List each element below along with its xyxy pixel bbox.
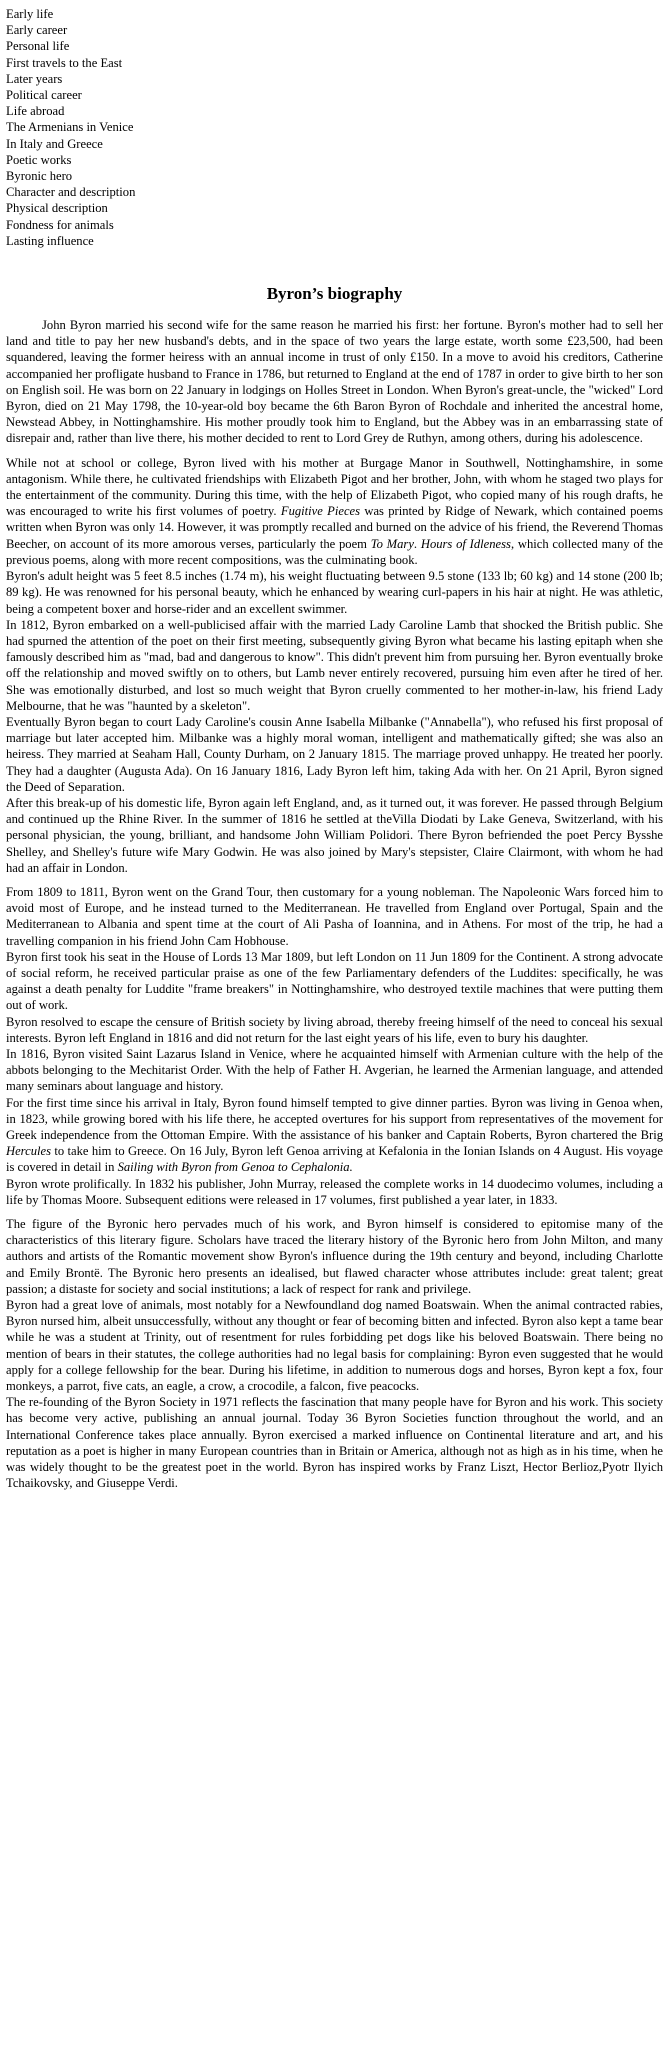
toc-item-physical[interactable] bbox=[6, 200, 663, 216]
text-run: For the first time since his arrival in Italy, Byron found himself tempted to give dinner parties. Byron was living in Genoa when, in 1823, while growing bored with his life there, he accepted overtures for his support from representatives of the movement for Greek independence from the Ottoman Empire. With the assistance of his banker and Captain Roberts, Byron chartered the Brig bbox=[6, 1095, 663, 1142]
text-run: While not at school or college, Byron lived with his mother at Burgage Manor in Southwell, Nottinghamshire, in some antagonism. While there, he cultivated friendships with Elizabeth Pigot and her brother, John, with whom he staged two plays for the entertainment of the community. During this time, with the help of Elizabeth Pigot, who copied many of his rough drafts, he was encouraged to write his first volumes of poetry. bbox=[6, 455, 663, 519]
paragraph-abroad: Byron resolved to escape the censure of British society by living abroad, thereby freeing himself of the need to conceal his sexual interests. Byron left England in 1816 and did not return for the last eight years of his life, even to bury his daughter. bbox=[6, 1014, 663, 1045]
toc-link[interactable]: Poetic works bbox=[6, 152, 72, 167]
toc-link[interactable]: Later years bbox=[6, 71, 63, 86]
toc-link[interactable]: In Italy and Greece bbox=[6, 136, 103, 151]
ship-name-hercules: Hercules bbox=[6, 1144, 51, 1159]
toc-link[interactable]: Physical description bbox=[6, 201, 108, 216]
toc-link[interactable]: The Armenians in Venice bbox=[6, 120, 134, 135]
toc-link[interactable]: First travels to the East bbox=[6, 55, 123, 70]
toc-item-political-career[interactable] bbox=[6, 87, 663, 103]
toc-link[interactable]: Character and description bbox=[6, 185, 136, 200]
text-run: . bbox=[413, 536, 421, 551]
paragraph-poetic-works: Byron wrote prolifically. In 1832 his publisher, John Murray, released the complete works in 14 duodecimo volumes, including a life by Thomas Moore. Subsequent editions were released in 17 volumes, first published a year later, in 1833. bbox=[6, 1176, 663, 1207]
toc-link[interactable]: Byronic hero bbox=[6, 169, 73, 184]
toc-item-first-travels[interactable] bbox=[6, 55, 663, 71]
work-title-fugitive-pieces: Fugitive Pieces bbox=[280, 504, 361, 519]
toc-link[interactable]: Life abroad bbox=[6, 104, 65, 119]
paragraph-marriage: Eventually Byron began to court Lady Caroline's cousin Anne Isabella Milbanke ("Annabella"), who refused his first proposal of marriage but later accepted him. Milbanke was a highly moral woman, intelligent and mathematically gifted; she was also an heiress. They married at Seaham Hall, County Durham, on 2 January 1815. The marriage proved unhappy. He treated her poorly. They had a daughter (Augusta Ada). On 16 January 1816, Lady Byron left him, taking Ada with her. On 21 April, Byron signed the Deed of Separation. bbox=[6, 714, 663, 794]
paragraph-early-career bbox=[6, 455, 663, 568]
toc-item-animals[interactable] bbox=[6, 217, 663, 233]
biography-content bbox=[6, 317, 663, 1491]
toc-item-life-abroad[interactable] bbox=[6, 103, 663, 119]
paragraph-lamb-affair: In 1812, Byron embarked on a well-publicised affair with the married Lady Caroline Lamb that shocked the British public. She had spurned the attention of the poet on their first meeting, subsequently giving Byron what became his lasting epitaph when she famously described him as "mad, bad and dangerous to know". This didn't prevent him from pursuing her. Byron eventually broke off the relationship and moved swiftly on to others, but Lamb never entirely recovered, pursuing him even after he tired of her. She was emotionally disturbed, and lost so much weight that Byron cruelly commented to her mother-in-law, his friend Lady Melbourne, that he was "haunted by a skeleton". bbox=[6, 617, 663, 713]
table-of-contents bbox=[6, 6, 663, 249]
toc-item-armenians-venice[interactable] bbox=[6, 119, 663, 135]
toc-item-italy-greece[interactable] bbox=[6, 136, 663, 152]
toc-link[interactable]: Lasting influence bbox=[6, 233, 94, 248]
toc-item-early-life[interactable] bbox=[6, 6, 663, 22]
toc-link[interactable]: Early life bbox=[6, 7, 54, 21]
work-title-hours-of-idleness: Hours of Idleness bbox=[420, 536, 511, 551]
toc-item-poetic-works[interactable] bbox=[6, 152, 663, 168]
paragraph-house-of-lords: Byron first took his seat in the House of Lords 13 Mar 1809, but left London on 11 Jun 1809 for the Continent. A strong advocate of social reform, he received particular praise as one of the few Parliamentary defenders of the Luddites: specifically, he was against a death penalty for Luddite "frame breakers" in Nottinghamshire, who destroyed textile machines that were putting them out of work. bbox=[6, 949, 663, 1013]
toc-item-byronic-hero[interactable] bbox=[6, 168, 663, 184]
paragraph-byronic-hero: The figure of the Byronic hero pervades much of his work, and Byron himself is considered to epitomise many of the characteristics of this literary figure. Scholars have traced the literary history of the Byronic hero from John Milton, and many authors and artists of the Romantic movement show Byron's influence during the 19th century and beyond, including Charlotte and Emily Brontë. The Byronic hero presents an idealised, but flawed character whose attributes include: great talent; great passion; a distaste for society and social institutions; a lack of respect for rank and privilege. bbox=[6, 1217, 663, 1296]
paragraph-leaving-england: After this break-up of his domestic life, Byron again left England, and, as it turned out, it was forever. He passed through Belgium and continued up the Rhine River. In the summer of 1816 he settled at theVilla Diodati by Lake Geneva, Switzerland, with his personal physician, the young, brilliant, and handsome John William Polidori. There Byron befriended the poet Percy Bysshe Shelley, and Shelley's future wife Mary Godwin. He was also joined by Mary's stepsister, Claire Clairmont, with whom he had had an affair in London. bbox=[6, 795, 663, 875]
paragraph-italy-greece bbox=[6, 1095, 663, 1176]
paragraph-physical: Byron's adult height was 5 feet 8.5 inches (1.74 m), his weight fluctuating between 9.5 stone (133 lb; 60 kg) and 14 stone (200 lb; 89 kg). He was renowned for his personal beauty, which he enhanced by wearing curl-papers in his hair at night. He was athletic, being a competent boxer and horse-rider and an excellent swimmer. bbox=[6, 569, 663, 616]
text-run: , which collected many of the previous poems, along with more recent compositions, was the culminating book. bbox=[6, 536, 663, 567]
work-title-sailing-with-byron: Sailing with Byron from Genoa to Cephalonia. bbox=[117, 1160, 353, 1175]
text-run: was printed by Ridge of Newark, which contained poems written when Byron was only 14. However, it was promptly recalled and burned on the advice of his friend, the Reverend Thomas Beecher, on account of its more amorous verses, particularly the poem bbox=[6, 504, 663, 551]
toc-link[interactable]: Fondness for animals bbox=[6, 217, 114, 232]
paragraph-early-life: John Byron married his second wife for the same reason he married his first: her fortune. Byron's mother had to sell her land and title to pay her new husband's debts, and in the space of two years the large estate, worth some £23,500, had been squandered, leaving the former heiress with an annual income in trust of only £150. In a move to avoid his creditors, Catherine accompanied her profligate husband to France in 1786, but returned to England at the end of 1787 in order to give birth to her son on English soil. He was born on 22 January in lodgings on Holles Street in London. When Byron's great-uncle, the "wicked" Lord Byron, died on 21 May 1798, the 10-year-old boy became the 6th Baron Byron of Rochdale and inherited the ancestral home, Newstead Abbey, in Nottinghamshire. His mother proudly took him to England, but the Abbey was in an embarrassing state of disrepair and, rather than live there, his mother decided to rent to Lord Grey de Ruthyn, among others, during his adolescence. bbox=[6, 318, 663, 446]
toc-item-character[interactable] bbox=[6, 184, 663, 200]
toc-item-personal-life[interactable] bbox=[6, 38, 663, 54]
toc-item-later-years[interactable] bbox=[6, 71, 663, 87]
toc-item-lasting-influence[interactable] bbox=[6, 233, 663, 249]
text-run: to take him to Greece. On 16 July, Byron left Genoa arriving at Kefalonia in the Ionian Islands on 4 August. His voyage is covered in detail in bbox=[6, 1144, 663, 1175]
toc-link[interactable]: Political career bbox=[6, 88, 82, 103]
toc-link[interactable]: Early career bbox=[6, 23, 68, 38]
paragraph-animals: Byron had a great love of animals, most notably for a Newfoundland dog named Boatswain. When the animal contracted rabies, Byron nursed him, albeit unsuccessfully, without any thought or fear of becoming bitten and infected. Byron also kept a tame bear while he was a student at Trinity, out of resentment for rules forbidding pet dogs like his beloved Boatswain. There being no mention of bears in their statutes, the college authorities had no legal basis for complaining: Byron even suggested that he would apply for a college fellowship for the bear. During his lifetime, in addition to numerous dogs and horses, Byron kept a fox, four monkeys, a parrot, five cats, an eagle, a crow, a crocodile, a falcon, five peacocks. bbox=[6, 1298, 663, 1394]
toc-item-early-career[interactable] bbox=[6, 22, 663, 38]
paragraph-influence: The re-founding of the Byron Society in 1971 reflects the fascination that many people have for Byron and his work. This society has become very active, publishing an annual journal. Today 36 Byron Societies function throughout the world, and an International Conference takes place annually. Byron exercised a marked influence on Continental literature and art, and his reputation as a poet is higher in many European countries than in Britain or America, although not as high as in his time, when he was widely thought to be the greatest poet in the world. Byron has inspired works by Franz Liszt, Hector Berlioz,Pyotr Ilyich Tchaikovsky, and Giuseppe Verdi. bbox=[6, 1395, 663, 1491]
work-title-to-mary: To Mary bbox=[370, 536, 414, 551]
toc-link[interactable]: Personal life bbox=[6, 39, 70, 54]
paragraph-armenians: In 1816, Byron visited Saint Lazarus Island in Venice, where he acquainted himself with Armenian culture with the help of the abbots belonging to the Mechitarist Order. With the help of Father H. Avgerian, he learned the Armenian language, and attended many seminars about language and history. bbox=[6, 1046, 663, 1094]
paragraph-grand-tour: From 1809 to 1811, Byron went on the Grand Tour, then customary for a young nobleman. The Napoleonic Wars forced him to avoid most of Europe, and he instead turned to the Mediterranean. He travelled from England over Portugal, Spain and the Mediterranean to Albania and spent time at the court of Ali Pasha of Ioannina, and in Athens. For most of the trip, he had a travelling companion in his friend John Cam Hobhouse. bbox=[6, 884, 663, 948]
page-title: Byron’s biography bbox=[266, 284, 403, 304]
